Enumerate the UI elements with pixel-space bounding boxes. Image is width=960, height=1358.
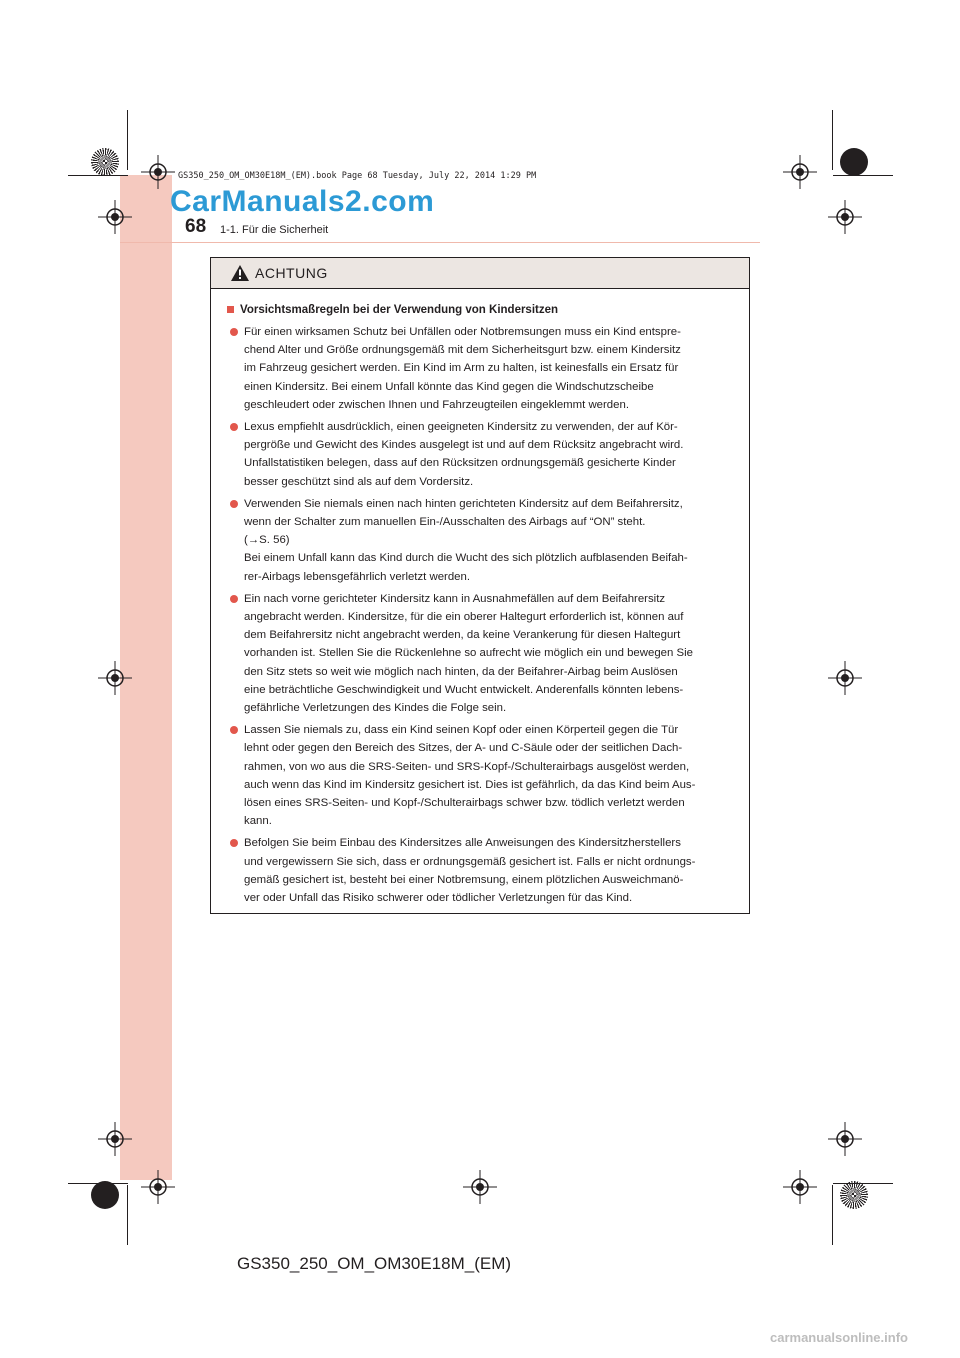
- text-line: lösen eines SRS-Seiten- und Kopf-/Schulterairbags schwer bzw. tödlich verletzt werden: [244, 797, 685, 810]
- text-line: Befolgen Sie beim Einbau des Kindersitzes alle Anweisungen des Kindersitzherstellers: [244, 837, 681, 850]
- text-line: Unfallstatistiken belegen, dass auf den Rücksitzen ordnungsgemäß gesicherte Kinder: [244, 457, 676, 470]
- circle-bullet-icon: [230, 423, 238, 431]
- list-item: [227, 323, 742, 414]
- registration-mark-icon: [98, 200, 132, 234]
- text-line: Verwenden Sie niemals einen nach hinten gerichteten Kindersitz auf dem Beifahrersitz,: [244, 497, 683, 510]
- crop-mark: [127, 1185, 128, 1245]
- circle-bullet-icon: [230, 839, 238, 847]
- crop-mark: [68, 175, 128, 176]
- text-line: Ein nach vorne gerichteter Kindersitz kann in Ausnahmefällen auf dem Beifahrersitz: [244, 592, 666, 605]
- registration-mark-icon: [783, 1170, 817, 1204]
- list-item: [227, 495, 742, 586]
- crop-mark: [833, 1183, 893, 1184]
- circle-bullet-icon: [230, 328, 238, 336]
- text-line: und vergewissern Sie sich, dass er ordnungsgemäß gesichert ist. Falls er nicht ordnungs-: [244, 855, 696, 868]
- registration-mark-icon: [828, 661, 862, 695]
- text-line: wenn der Schalter zum manuellen Ein-/Ausschalten des Airbags auf “ON” steht.: [244, 516, 646, 529]
- crop-mark: [832, 110, 833, 170]
- text-line: chend Alter und Größe ordnungsgemäß mit dem Sicherheitsgurt bzw. einem Kindersitz: [244, 344, 681, 357]
- circle-bullet-icon: [230, 500, 238, 508]
- circle-bullet-icon: [230, 595, 238, 603]
- text-line: kann.: [244, 815, 272, 828]
- crop-mark: [127, 110, 128, 170]
- warning-subheading: [227, 304, 742, 316]
- text-line: einen Kindersitz. Bei einem Unfall könnte das Kind gegen die Windschutzscheibe: [244, 380, 654, 393]
- text-line: rer-Airbags lebensgefährlich verletzt werden.: [244, 570, 471, 583]
- registration-mark-icon: [141, 155, 175, 189]
- registration-mark-icon: [783, 155, 817, 189]
- warning-subheading-text: Vorsichtsmaßregeln bei der Verwendung von Kindersitzen: [240, 304, 559, 316]
- page-reference-link[interactable]: (→S. 56): [244, 534, 290, 547]
- page-number: 68: [185, 216, 207, 237]
- crop-mark: [68, 1183, 128, 1184]
- registration-mark-icon: [141, 1170, 175, 1204]
- registration-mark-icon: [828, 1122, 862, 1156]
- text-line: pergröße und Gewicht des Kindes ausgelegt ist und auf dem Rücksitz angebracht wird.: [244, 439, 684, 452]
- text-line: auch wenn das Kind im Kindersitz gesichert ist. Dies ist gefährlich, da das Kind beim Aus-: [244, 778, 696, 791]
- list-item: [227, 590, 742, 717]
- color-target-icon: [91, 148, 119, 176]
- warning-box: [210, 257, 750, 914]
- section-title: 1-1. Für die Sicherheit: [220, 224, 329, 236]
- list-item: [227, 834, 742, 907]
- text-line: lehnt oder gegen den Bereich des Sitzes, der A- und C-Säule oder der seitlichen Dach-: [244, 742, 683, 755]
- text-line: Bei einem Unfall kann das Kind durch die Wucht des sich plötzlich aufblasenden Beifah-: [244, 552, 688, 565]
- text-line: angebracht werden. Kindersitze, für die ein oberer Haltegurt erforderlich ist, können auf: [244, 611, 684, 624]
- circle-bullet-icon: [230, 726, 238, 734]
- book-info: GS350_250_OM_OM30E18M_(EM).book Page 68 Tuesday, July 22, 2014 1:29 PM: [178, 171, 537, 181]
- watermark[interactable]: CarManuals2.com: [170, 185, 435, 218]
- text-line: ver oder Unfall das Risiko schwerer oder tödlicher Verletzungen für das Kind.: [244, 892, 633, 905]
- registration-mark-icon: [98, 1122, 132, 1156]
- text-line: gemäß gesichert ist, besteht bei einer Notbremsung, einem plötzlichen Ausweichmanö-: [244, 873, 684, 886]
- header-rule: [120, 242, 760, 243]
- text-line: den Sitz stets so weit wie möglich nach hinten, da der Beifahrer-Airbag beim Auslösen: [244, 665, 678, 678]
- text-line: vorhanden ist. Stellen Sie die Rückenlehne so aufrecht wie möglich ein und bewegen Sie: [244, 647, 693, 660]
- text-line: geschleudert oder zwischen Ihnen und Fahrzeugteilen eingeklemmt werden.: [244, 398, 629, 411]
- warning-triangle-icon: [231, 265, 249, 281]
- text-line: besser geschützt sind als auf dem Vordersitz.: [244, 475, 474, 488]
- list-item: [227, 418, 742, 491]
- list-item: [227, 721, 742, 830]
- color-target-icon: [91, 1181, 119, 1209]
- square-bullet-icon: [227, 306, 234, 313]
- crop-mark: [832, 1185, 833, 1245]
- crop-mark: [833, 175, 893, 176]
- registration-mark-icon: [828, 200, 862, 234]
- warning-header: [211, 258, 749, 289]
- color-target-icon: [840, 148, 868, 176]
- text-line: Lexus empfiehlt ausdrücklich, einen geeigneten Kindersitz zu verwenden, der auf Kör-: [244, 421, 678, 434]
- document-code: GS350_250_OM_OM30E18M_(EM): [237, 1254, 512, 1273]
- text-line: im Fahrzeug gesichert werden. Ein Kind im Arm zu halten, ist keinesfalls ein Ersatz für: [244, 362, 679, 375]
- text-line: gefährliche Verletzungen des Kindes die Folge sein.: [244, 702, 507, 715]
- warning-title: ACHTUNG: [255, 265, 328, 281]
- registration-mark-icon: [463, 1170, 497, 1204]
- color-target-icon: [840, 1181, 868, 1209]
- text-line: rahmen, von wo aus die SRS-Seiten- und SRS-Kopf-/Schulterairbags ausgelöst werden,: [244, 760, 690, 773]
- site-watermark[interactable]: carmanualsonline.info: [770, 1330, 908, 1345]
- text-line: Für einen wirksamen Schutz bei Unfällen oder Notbremsungen muss ein Kind entspre-: [244, 326, 681, 338]
- text-line: eine beträchtliche Geschwindigkeit und Wucht entwickelt. Anderenfalls könnten lebens-: [244, 683, 684, 696]
- text-line: Lassen Sie niemals zu, dass ein Kind seinen Kopf oder einen Körperteil gegen die Tür: [244, 724, 679, 737]
- text-line: dem Beifahrersitz nicht angebracht werden, da keine Verankerung für diesen Haltegurt: [244, 629, 681, 642]
- warning-body: [211, 289, 749, 907]
- registration-mark-icon: [98, 661, 132, 695]
